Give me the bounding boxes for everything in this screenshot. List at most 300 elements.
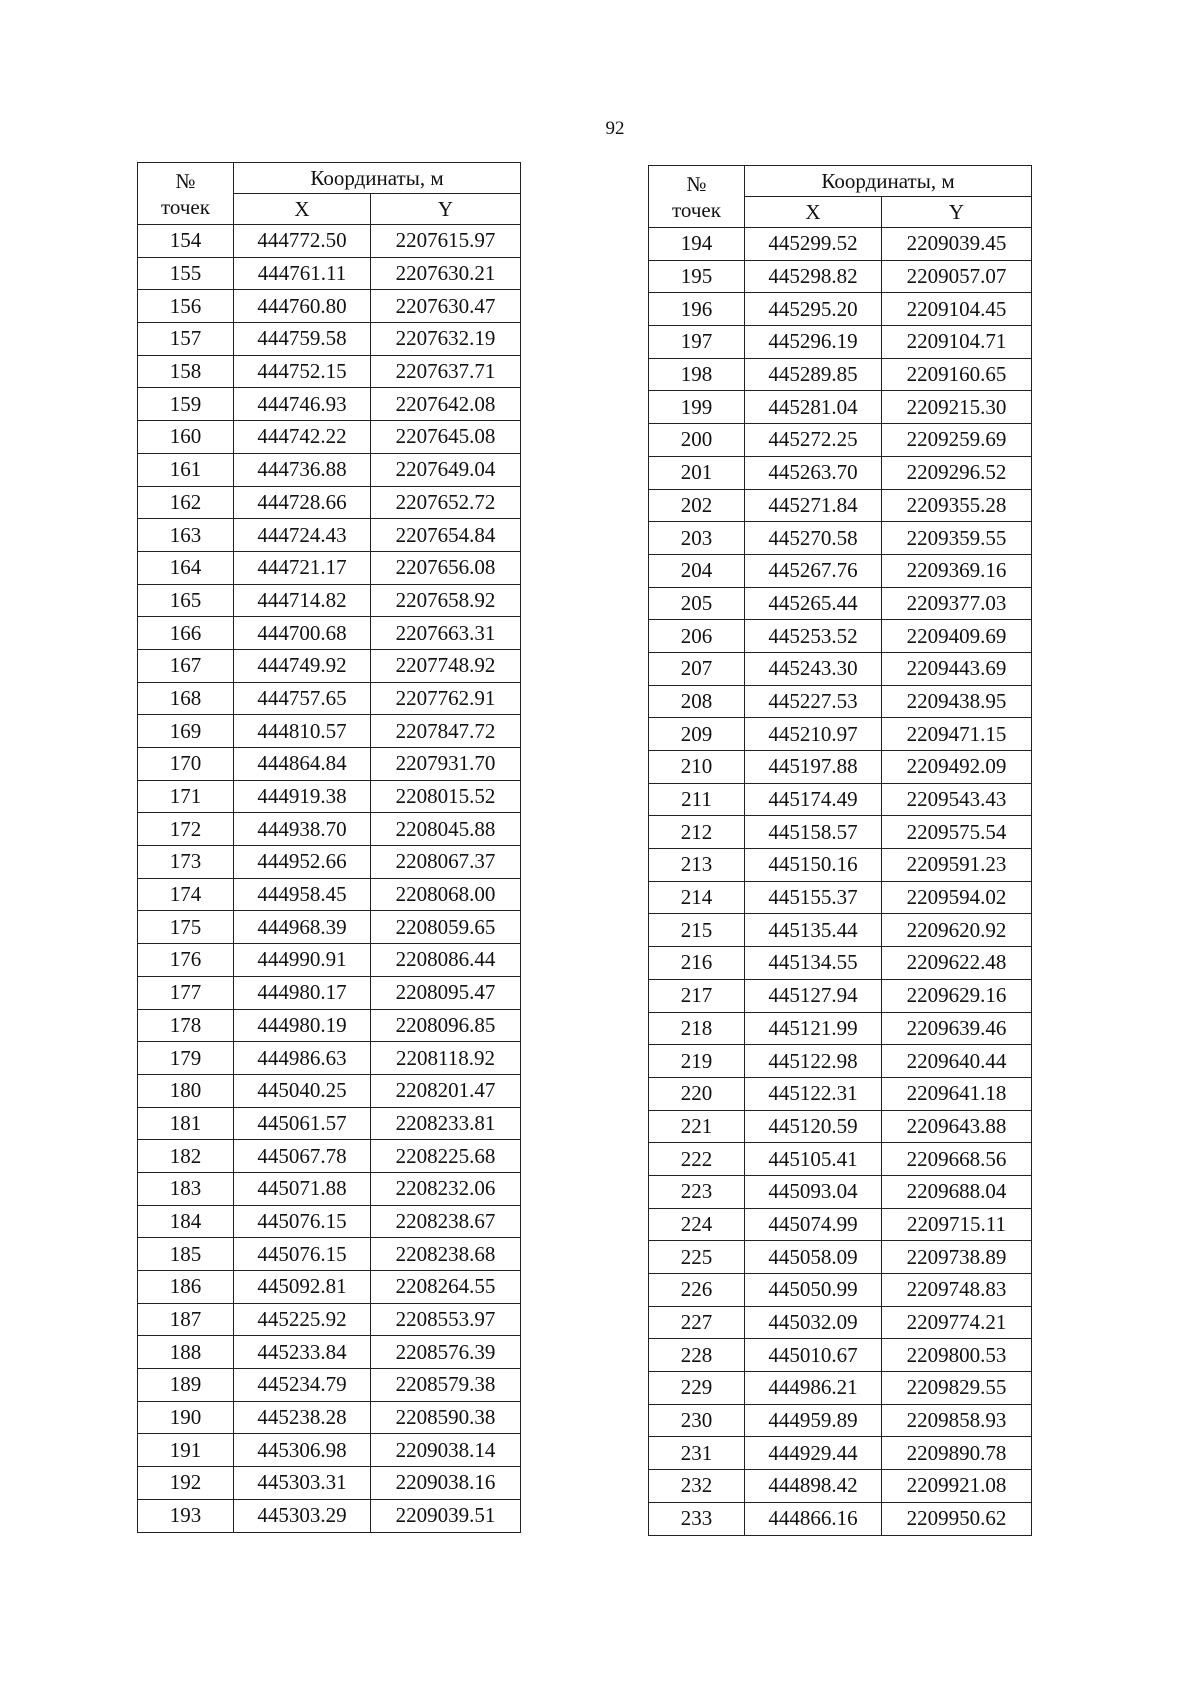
y-coordinate-cell: 2209259.69 <box>882 424 1032 457</box>
coordinates-header: Координаты, м <box>234 163 521 194</box>
table-row <box>649 620 1032 653</box>
x-coordinate-cell: 445120.59 <box>745 1110 882 1143</box>
point-number-cell: 199 <box>649 391 745 424</box>
x-coordinate-cell: 445299.52 <box>745 228 882 261</box>
number-sign: № <box>686 171 707 196</box>
x-coordinate-cell: 445271.84 <box>745 489 882 522</box>
table-row <box>649 293 1032 326</box>
point-number-cell: 162 <box>138 486 234 519</box>
point-number-cell: 156 <box>138 290 234 323</box>
table-row <box>649 1143 1032 1176</box>
table-row <box>649 1077 1032 1110</box>
x-coordinate-cell: 444746.93 <box>234 388 371 421</box>
y-coordinate-cell: 2207637.71 <box>371 355 521 388</box>
y-coordinate-cell: 2209594.02 <box>882 881 1032 914</box>
y-coordinate-cell: 2209643.88 <box>882 1110 1032 1143</box>
point-number-cell: 203 <box>649 522 745 555</box>
table-row <box>138 1140 521 1173</box>
point-number-cell: 191 <box>138 1434 234 1467</box>
table-row <box>138 1336 521 1369</box>
y-coordinate-cell: 2209355.28 <box>882 489 1032 522</box>
point-number-cell: 218 <box>649 1012 745 1045</box>
table-row <box>649 1110 1032 1143</box>
table-row <box>649 228 1032 261</box>
x-coordinate-cell: 444864.84 <box>234 748 371 781</box>
x-coordinate-cell: 444938.70 <box>234 813 371 846</box>
x-coordinate-cell: 444929.44 <box>745 1437 882 1470</box>
x-coordinate-cell: 445225.92 <box>234 1303 371 1336</box>
point-number-cell: 171 <box>138 780 234 813</box>
y-coordinate-cell: 2208045.88 <box>371 813 521 846</box>
point-number-cell: 197 <box>649 326 745 359</box>
point-number-header <box>138 163 234 225</box>
point-number-cell: 201 <box>649 456 745 489</box>
y-coordinate-cell: 2209039.45 <box>882 228 1032 261</box>
point-number-cell: 182 <box>138 1140 234 1173</box>
y-coordinate-cell: 2209409.69 <box>882 620 1032 653</box>
y-coordinate-cell: 2208553.97 <box>371 1303 521 1336</box>
table-row <box>138 519 521 552</box>
point-number-cell: 223 <box>649 1175 745 1208</box>
x-coordinate-cell: 445253.52 <box>745 620 882 653</box>
x-coordinate-cell: 445298.82 <box>745 260 882 293</box>
table-row <box>138 1467 521 1500</box>
x-coordinate-cell: 445296.19 <box>745 326 882 359</box>
x-coordinate-cell: 445134.55 <box>745 947 882 980</box>
point-number-cell: 195 <box>649 260 745 293</box>
point-number-cell: 180 <box>138 1074 234 1107</box>
x-coordinate-cell: 445281.04 <box>745 391 882 424</box>
x-coordinate-cell: 445076.15 <box>234 1205 371 1238</box>
table-row <box>649 1404 1032 1437</box>
table-row <box>138 486 521 519</box>
x-coordinate-cell: 445076.15 <box>234 1238 371 1271</box>
point-number-cell: 157 <box>138 323 234 356</box>
x-coordinate-cell: 445234.79 <box>234 1369 371 1402</box>
y-coordinate-cell: 2209800.53 <box>882 1339 1032 1372</box>
point-number-cell: 170 <box>138 748 234 781</box>
table-row <box>138 388 521 421</box>
x-coordinate-cell: 445071.88 <box>234 1172 371 1205</box>
table-row <box>649 1208 1032 1241</box>
x-coordinate-cell: 445174.49 <box>745 783 882 816</box>
point-number-cell: 185 <box>138 1238 234 1271</box>
table-row <box>649 522 1032 555</box>
point-number-cell: 183 <box>138 1172 234 1205</box>
table-row <box>138 911 521 944</box>
y-coordinate-cell: 2207630.21 <box>371 257 521 290</box>
y-coordinate-cell: 2207663.31 <box>371 617 521 650</box>
y-coordinate-cell: 2209774.21 <box>882 1306 1032 1339</box>
x-coordinate-cell: 444752.15 <box>234 355 371 388</box>
coordinates-header: Координаты, м <box>745 166 1032 197</box>
y-coordinate-cell: 2209748.83 <box>882 1274 1032 1307</box>
point-number-cell: 154 <box>138 225 234 258</box>
table-row <box>649 718 1032 751</box>
table-row <box>138 748 521 781</box>
table-row <box>649 489 1032 522</box>
x-coordinate-cell: 445121.99 <box>745 1012 882 1045</box>
y-coordinate-cell: 2209160.65 <box>882 358 1032 391</box>
table-row <box>138 813 521 846</box>
y-coordinate-cell: 2207658.92 <box>371 584 521 617</box>
table-row <box>138 1303 521 1336</box>
x-coordinate-cell: 444990.91 <box>234 944 371 977</box>
x-coordinate-cell: 444866.16 <box>745 1502 882 1535</box>
x-coordinate-cell: 445067.78 <box>234 1140 371 1173</box>
y-coordinate-cell: 2209890.78 <box>882 1437 1032 1470</box>
table-row <box>649 849 1032 882</box>
table-row <box>649 652 1032 685</box>
table-row <box>138 846 521 879</box>
x-coordinate-cell: 444959.89 <box>745 1404 882 1437</box>
x-coordinate-cell: 445050.99 <box>745 1274 882 1307</box>
table-row <box>138 1172 521 1205</box>
point-number-cell: 169 <box>138 715 234 748</box>
point-number-cell: 230 <box>649 1404 745 1437</box>
point-number-cell: 190 <box>138 1401 234 1434</box>
x-coordinate-cell: 444742.22 <box>234 421 371 454</box>
table-row <box>138 682 521 715</box>
table-row <box>138 323 521 356</box>
table-row <box>649 1045 1032 1078</box>
point-number-cell: 215 <box>649 914 745 947</box>
y-coordinate-cell: 2209829.55 <box>882 1372 1032 1405</box>
table-row <box>649 1339 1032 1372</box>
point-number-cell: 208 <box>649 685 745 718</box>
x-coordinate-cell: 444721.17 <box>234 551 371 584</box>
x-coordinate-cell: 445272.25 <box>745 424 882 457</box>
y-coordinate-cell: 2208086.44 <box>371 944 521 977</box>
x-coordinate-cell: 444919.38 <box>234 780 371 813</box>
point-number-cell: 212 <box>649 816 745 849</box>
y-coordinate-cell: 2208238.67 <box>371 1205 521 1238</box>
point-number-cell: 206 <box>649 620 745 653</box>
point-number-cell: 224 <box>649 1208 745 1241</box>
y-coordinate-cell: 2208264.55 <box>371 1271 521 1304</box>
y-coordinate-cell: 2208238.68 <box>371 1238 521 1271</box>
table-row <box>649 816 1032 849</box>
table-row <box>649 424 1032 457</box>
table-row <box>138 1499 521 1532</box>
x-coordinate-cell: 445233.84 <box>234 1336 371 1369</box>
table-row <box>649 1372 1032 1405</box>
table-row <box>649 1012 1032 1045</box>
y-coordinate-cell: 2209369.16 <box>882 554 1032 587</box>
point-number-cell: 220 <box>649 1077 745 1110</box>
y-coordinate-cell: 2209620.92 <box>882 914 1032 947</box>
table-row <box>649 881 1032 914</box>
point-number-cell: 198 <box>649 358 745 391</box>
y-coordinate-cell: 2207762.91 <box>371 682 521 715</box>
table-row <box>649 358 1032 391</box>
table-row <box>138 1042 521 1075</box>
table-row <box>138 1434 521 1467</box>
table-row <box>138 584 521 617</box>
point-number-cell: 187 <box>138 1303 234 1336</box>
point-number-cell: 165 <box>138 584 234 617</box>
y-coordinate-cell: 2209738.89 <box>882 1241 1032 1274</box>
table-row <box>138 976 521 1009</box>
x-coordinate-cell: 445289.85 <box>745 358 882 391</box>
y-coordinate-cell: 2209641.18 <box>882 1077 1032 1110</box>
point-number-cell: 202 <box>649 489 745 522</box>
y-coordinate-cell: 2209038.16 <box>371 1467 521 1500</box>
y-coordinate-cell: 2209215.30 <box>882 391 1032 424</box>
right-table-body <box>649 228 1032 1536</box>
x-coordinate-cell: 445040.25 <box>234 1074 371 1107</box>
point-number-cell: 166 <box>138 617 234 650</box>
x-coordinate-cell: 445295.20 <box>745 293 882 326</box>
x-coordinate-cell: 444757.65 <box>234 682 371 715</box>
y-coordinate-cell: 2208232.06 <box>371 1172 521 1205</box>
table-row <box>649 1175 1032 1208</box>
table-row <box>649 1241 1032 1274</box>
y-coordinate-cell: 2209057.07 <box>882 260 1032 293</box>
y-coordinate-cell: 2207645.08 <box>371 421 521 454</box>
point-number-cell: 178 <box>138 1009 234 1042</box>
point-number-cell: 168 <box>138 682 234 715</box>
y-coordinate-cell: 2208201.47 <box>371 1074 521 1107</box>
x-coordinate-cell: 444810.57 <box>234 715 371 748</box>
x-coordinate-cell: 444968.39 <box>234 911 371 944</box>
table-row <box>138 1401 521 1434</box>
table-row <box>649 326 1032 359</box>
table-row <box>138 944 521 977</box>
table-row <box>138 421 521 454</box>
x-coordinate-cell: 444761.11 <box>234 257 371 290</box>
x-coordinate-cell: 444980.19 <box>234 1009 371 1042</box>
table-row <box>649 1470 1032 1503</box>
table-row <box>649 456 1032 489</box>
point-number-cell: 204 <box>649 554 745 587</box>
y-coordinate-cell: 2207748.92 <box>371 649 521 682</box>
point-number-cell: 227 <box>649 1306 745 1339</box>
coordinates-table-right <box>648 165 1032 1536</box>
table-row <box>649 554 1032 587</box>
x-coordinate-cell: 445197.88 <box>745 751 882 784</box>
x-coordinate-cell: 444980.17 <box>234 976 371 1009</box>
point-number-cell: 231 <box>649 1437 745 1470</box>
y-coordinate-cell: 2208576.39 <box>371 1336 521 1369</box>
y-coordinate-cell: 2209471.15 <box>882 718 1032 751</box>
x-coordinate-cell: 444772.50 <box>234 225 371 258</box>
x-coordinate-cell: 444749.92 <box>234 649 371 682</box>
y-coordinate-cell: 2209715.11 <box>882 1208 1032 1241</box>
table-row <box>138 355 521 388</box>
point-number-cell: 179 <box>138 1042 234 1075</box>
point-number-cell: 232 <box>649 1470 745 1503</box>
point-number-cell: 184 <box>138 1205 234 1238</box>
point-number-cell: 173 <box>138 846 234 879</box>
table-row <box>138 1369 521 1402</box>
point-number-cell: 221 <box>649 1110 745 1143</box>
point-number-cell: 228 <box>649 1339 745 1372</box>
y-coordinate-cell: 2209377.03 <box>882 587 1032 620</box>
point-number-cell: 205 <box>649 587 745 620</box>
point-number-header <box>649 166 745 228</box>
y-coordinate-cell: 2209438.95 <box>882 685 1032 718</box>
point-number-cell: 200 <box>649 424 745 457</box>
y-coordinate-cell: 2207649.04 <box>371 453 521 486</box>
y-coordinate-cell: 2209591.23 <box>882 849 1032 882</box>
y-coordinate-cell: 2209104.45 <box>882 293 1032 326</box>
point-number-cell: 225 <box>649 1241 745 1274</box>
point-number-cell: 194 <box>649 228 745 261</box>
point-number-cell: 189 <box>138 1369 234 1402</box>
y-coordinate-cell: 2208067.37 <box>371 846 521 879</box>
table-row <box>138 878 521 911</box>
y-coordinate-cell: 2208118.92 <box>371 1042 521 1075</box>
point-number-cell: 160 <box>138 421 234 454</box>
table-row <box>138 1271 521 1304</box>
y-coordinate-cell: 2209039.51 <box>371 1499 521 1532</box>
x-coordinate-cell: 444736.88 <box>234 453 371 486</box>
x-header: X <box>745 197 882 228</box>
point-number-cell: 174 <box>138 878 234 911</box>
x-coordinate-cell: 444952.66 <box>234 846 371 879</box>
x-coordinate-cell: 445303.29 <box>234 1499 371 1532</box>
x-coordinate-cell: 445092.81 <box>234 1271 371 1304</box>
table-row <box>138 257 521 290</box>
table-row <box>138 1107 521 1140</box>
point-number-cell: 229 <box>649 1372 745 1405</box>
y-coordinate-cell: 2208068.00 <box>371 878 521 911</box>
y-header: Y <box>882 197 1032 228</box>
x-coordinate-cell: 444759.58 <box>234 323 371 356</box>
point-number-cell: 161 <box>138 453 234 486</box>
point-number-cell: 176 <box>138 944 234 977</box>
table-row <box>649 751 1032 784</box>
y-coordinate-cell: 2208096.85 <box>371 1009 521 1042</box>
point-number-cell: 192 <box>138 1467 234 1500</box>
x-coordinate-cell: 444760.80 <box>234 290 371 323</box>
y-coordinate-cell: 2208059.65 <box>371 911 521 944</box>
x-coordinate-cell: 445074.99 <box>745 1208 882 1241</box>
x-coordinate-cell: 445093.04 <box>745 1175 882 1208</box>
point-number-cell: 213 <box>649 849 745 882</box>
y-coordinate-cell: 2209359.55 <box>882 522 1032 555</box>
y-coordinate-cell: 2207656.08 <box>371 551 521 584</box>
x-coordinate-cell: 445135.44 <box>745 914 882 947</box>
table-row <box>138 1205 521 1238</box>
x-coordinate-cell: 444700.68 <box>234 617 371 650</box>
y-coordinate-cell: 2208225.68 <box>371 1140 521 1173</box>
point-number-cell: 175 <box>138 911 234 944</box>
x-coordinate-cell: 445122.31 <box>745 1077 882 1110</box>
left-table-body <box>138 225 521 1533</box>
page-number: 92 <box>605 118 625 139</box>
point-number-cell: 210 <box>649 751 745 784</box>
table-row <box>138 649 521 682</box>
point-number-cell: 217 <box>649 979 745 1012</box>
number-sign: № <box>175 168 196 193</box>
x-coordinate-cell: 445243.30 <box>745 652 882 685</box>
y-coordinate-cell: 2209543.43 <box>882 783 1032 816</box>
x-coordinate-cell: 445303.31 <box>234 1467 371 1500</box>
point-number-cell: 193 <box>138 1499 234 1532</box>
y-coordinate-cell: 2209640.44 <box>882 1045 1032 1078</box>
table-row <box>649 1306 1032 1339</box>
y-coordinate-cell: 2209668.56 <box>882 1143 1032 1176</box>
point-number-cell: 188 <box>138 1336 234 1369</box>
x-coordinate-cell: 444986.21 <box>745 1372 882 1405</box>
coordinates-table-left <box>137 162 521 1533</box>
y-coordinate-cell: 2209629.16 <box>882 979 1032 1012</box>
x-coordinate-cell: 445122.98 <box>745 1045 882 1078</box>
table-row <box>138 1009 521 1042</box>
y-coordinate-cell: 2209950.62 <box>882 1502 1032 1535</box>
table-row <box>649 947 1032 980</box>
y-coordinate-cell: 2207652.72 <box>371 486 521 519</box>
table-row <box>138 453 521 486</box>
point-number-cell: 211 <box>649 783 745 816</box>
table-row <box>649 1502 1032 1535</box>
point-number-cell: 219 <box>649 1045 745 1078</box>
point-number-cell: 172 <box>138 813 234 846</box>
y-coordinate-cell: 2208095.47 <box>371 976 521 1009</box>
point-number-cell: 164 <box>138 551 234 584</box>
point-number-cell: 196 <box>649 293 745 326</box>
table-row <box>138 780 521 813</box>
table-row <box>649 587 1032 620</box>
table-row <box>138 290 521 323</box>
y-coordinate-cell: 2209688.04 <box>882 1175 1032 1208</box>
y-coordinate-cell: 2208590.38 <box>371 1401 521 1434</box>
x-coordinate-cell: 445265.44 <box>745 587 882 620</box>
x-coordinate-cell: 445058.09 <box>745 1241 882 1274</box>
y-coordinate-cell: 2207654.84 <box>371 519 521 552</box>
table-row <box>649 685 1032 718</box>
point-number-cell: 158 <box>138 355 234 388</box>
point-number-cell: 216 <box>649 947 745 980</box>
table-row <box>649 1437 1032 1470</box>
table-row <box>649 260 1032 293</box>
y-coordinate-cell: 2209858.93 <box>882 1404 1032 1437</box>
x-coordinate-cell: 444714.82 <box>234 584 371 617</box>
x-coordinate-cell: 445238.28 <box>234 1401 371 1434</box>
table-row <box>649 391 1032 424</box>
point-number-cell: 159 <box>138 388 234 421</box>
y-coordinate-cell: 2207931.70 <box>371 748 521 781</box>
y-coordinate-cell: 2208233.81 <box>371 1107 521 1140</box>
y-coordinate-cell: 2209639.46 <box>882 1012 1032 1045</box>
point-number-cell: 214 <box>649 881 745 914</box>
point-number-cell: 163 <box>138 519 234 552</box>
table-row <box>138 617 521 650</box>
y-coordinate-cell: 2208579.38 <box>371 1369 521 1402</box>
x-coordinate-cell: 445032.09 <box>745 1306 882 1339</box>
x-coordinate-cell: 445105.41 <box>745 1143 882 1176</box>
x-coordinate-cell: 445267.76 <box>745 554 882 587</box>
table-row <box>649 914 1032 947</box>
point-number-cell: 233 <box>649 1502 745 1535</box>
x-header: X <box>234 194 371 225</box>
y-coordinate-cell: 2208015.52 <box>371 780 521 813</box>
x-coordinate-cell: 444724.43 <box>234 519 371 552</box>
x-coordinate-cell: 445155.37 <box>745 881 882 914</box>
x-coordinate-cell: 445127.94 <box>745 979 882 1012</box>
y-header: Y <box>371 194 521 225</box>
y-coordinate-cell: 2207632.19 <box>371 323 521 356</box>
x-coordinate-cell: 445150.16 <box>745 849 882 882</box>
x-coordinate-cell: 444728.66 <box>234 486 371 519</box>
points-label: точек <box>161 194 210 219</box>
y-coordinate-cell: 2209443.69 <box>882 652 1032 685</box>
y-coordinate-cell: 2207630.47 <box>371 290 521 323</box>
x-coordinate-cell: 444958.45 <box>234 878 371 911</box>
y-coordinate-cell: 2209296.52 <box>882 456 1032 489</box>
